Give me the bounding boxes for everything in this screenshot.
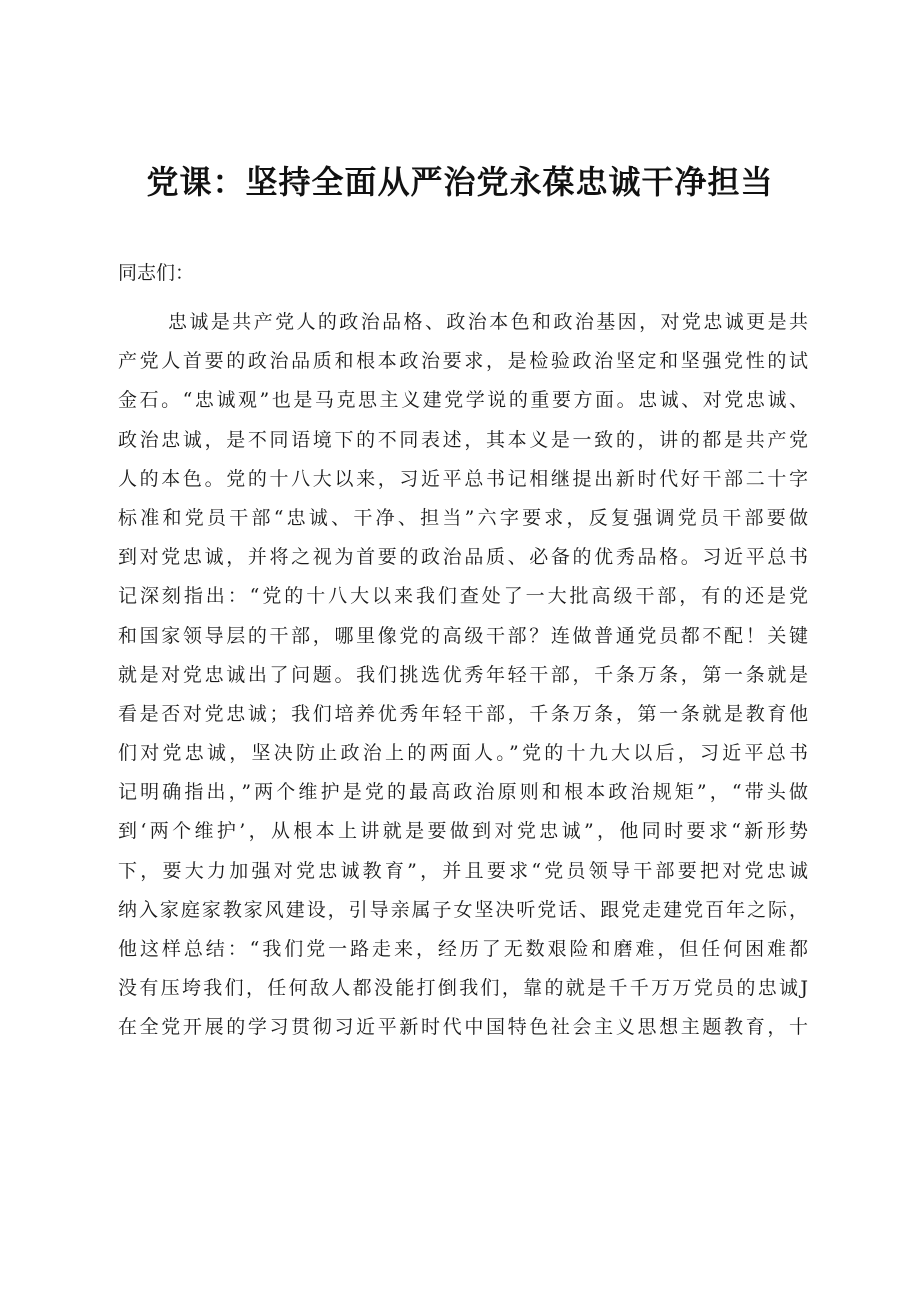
paragraph-line: 纳入家庭家教家风建设，引导亲属子女坚决听党话、跟党走建党百年之际， xyxy=(118,898,808,921)
paragraph-line: 到对党忠诚，并将之视为首要的政治品质、必备的优秀品格。习近平总书 xyxy=(118,546,808,569)
paragraph-line: 记明确指出，”两个维护是党的最高政治原则和根本政治规矩”，“带头做 xyxy=(118,781,808,804)
paragraph-line: 标准和党员干部“忠诚、干净、担当”六字要求，反复强调党员干部要做 xyxy=(118,506,808,529)
paragraph-line: 在全党开展的学习贯彻习近平新时代中国特色社会主义思想主题教育，十 xyxy=(118,1016,808,1039)
paragraph-line: 忠诚是共产党人的政治品格、政治本色和政治基因，对党忠诚更是共 xyxy=(168,311,808,333)
paragraph-line: 们对党忠诚，坚决防止政治上的两面人。”党的十九大以后，习近平总书 xyxy=(118,742,808,765)
paragraph-line: 下，要大力加强对党忠诚教育”，并且要求“党员领导干部要把对党忠诚 xyxy=(118,859,808,882)
paragraph-line: 看是否对党忠诚；我们培养优秀年轻干部，千条万条，第一条就是教育他 xyxy=(118,702,808,725)
paragraph-line: 没有压垮我们，任何敌人都没能打倒我们，靠的就是千千万万党员的忠诚J xyxy=(118,977,808,1000)
paragraph-line: 政治忠诚，是不同语境下的不同表述，其本义是一致的，讲的都是共产党 xyxy=(118,428,808,451)
body-paragraph xyxy=(118,303,808,1048)
paragraph-line: 记深刻指出：“党的十八大以来我们查处了一大批高级干部，有的还是党 xyxy=(118,585,808,608)
paragraph-line: 金石。“忠诚观”也是马克思主义建党学说的重要方面。忠诚、对党忠诚、 xyxy=(118,389,808,412)
paragraph-line: 和国家领导层的干部，哪里像党的高级干部？连做普通党员都不配！关键 xyxy=(118,624,808,647)
paragraph-line: 人的本色。党的十八大以来，习近平总书记相继提出新时代好干部二十字 xyxy=(118,467,808,490)
paragraph-line: 产党人首要的政治品质和根本政治要求，是检验政治坚定和坚强党性的试 xyxy=(118,350,808,373)
document-title: 党课：坚持全面从严治党永葆忠诚干净担当 xyxy=(146,163,774,201)
paragraph-line: 就是对党忠诚出了问题。我们挑选优秀年轻干部，千条万条，第一条就是 xyxy=(118,663,808,686)
salutation: 同志们： xyxy=(118,262,195,284)
paragraph-line: 他这样总结：“我们党一路走来，经历了无数艰险和磨难，但任何困难都 xyxy=(118,938,808,960)
paragraph-line: 到‘两个维护’，从根本上讲就是要做到对党忠诚”，他同时要求“新形势 xyxy=(118,820,808,843)
